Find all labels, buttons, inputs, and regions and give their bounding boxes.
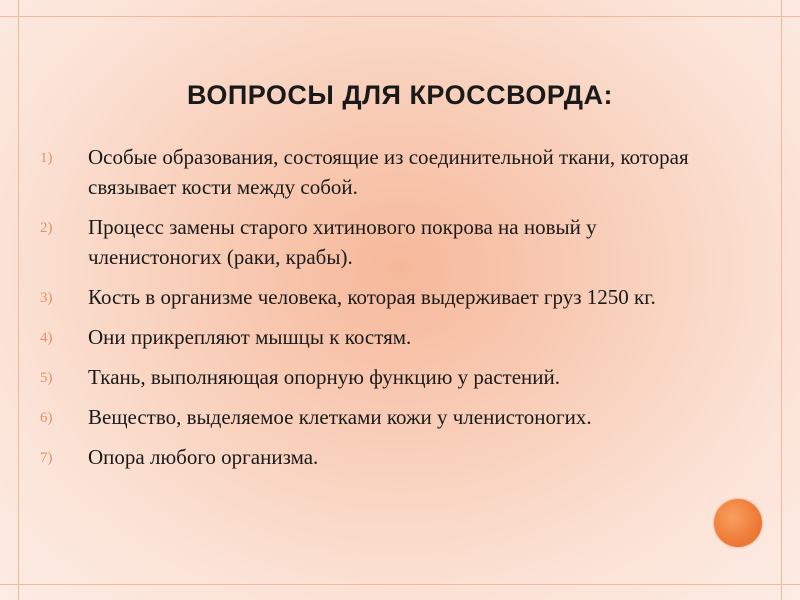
item-text: Кость в организме человека, которая выдерживает груз 1250 кг.: [88, 285, 656, 309]
slide-title: ВОПРОСЫ ДЛЯ КРОССВОРДА:: [187, 80, 613, 110]
question-list: [40, 142, 720, 482]
item-number: 7): [40, 450, 53, 466]
frame-line-top: [0, 16, 800, 17]
list-item: [40, 212, 720, 272]
item-number: 6): [40, 410, 53, 426]
item-text: Вещество, выделяемое клетками кожи у членистоногих.: [88, 405, 592, 429]
item-number: 4): [40, 330, 53, 346]
item-text: Ткань, выполняющая опорную функцию у растений.: [88, 365, 560, 389]
item-text: Особые образования, состоящие из соединительной ткани, которая связывает кости между собой.: [88, 145, 689, 199]
list-item: [40, 362, 720, 392]
list-item: [40, 282, 720, 312]
item-number: 5): [40, 370, 53, 386]
item-text: Процесс замены старого хитинового покрова на новый у членистоногих (раки, крабы).: [88, 215, 597, 269]
frame-line-bottom: [0, 584, 800, 585]
list-item: [40, 322, 720, 352]
list-item: [40, 442, 720, 472]
item-text: Опора любого организма.: [88, 445, 319, 469]
list-item: [40, 402, 720, 432]
orange-circle-decoration: [714, 499, 762, 547]
item-number: 3): [40, 290, 53, 306]
item-number: 1): [40, 150, 53, 166]
list-item: [40, 142, 720, 202]
item-number: 2): [40, 220, 53, 236]
item-text: Они прикрепляют мышцы к костям.: [88, 325, 412, 349]
